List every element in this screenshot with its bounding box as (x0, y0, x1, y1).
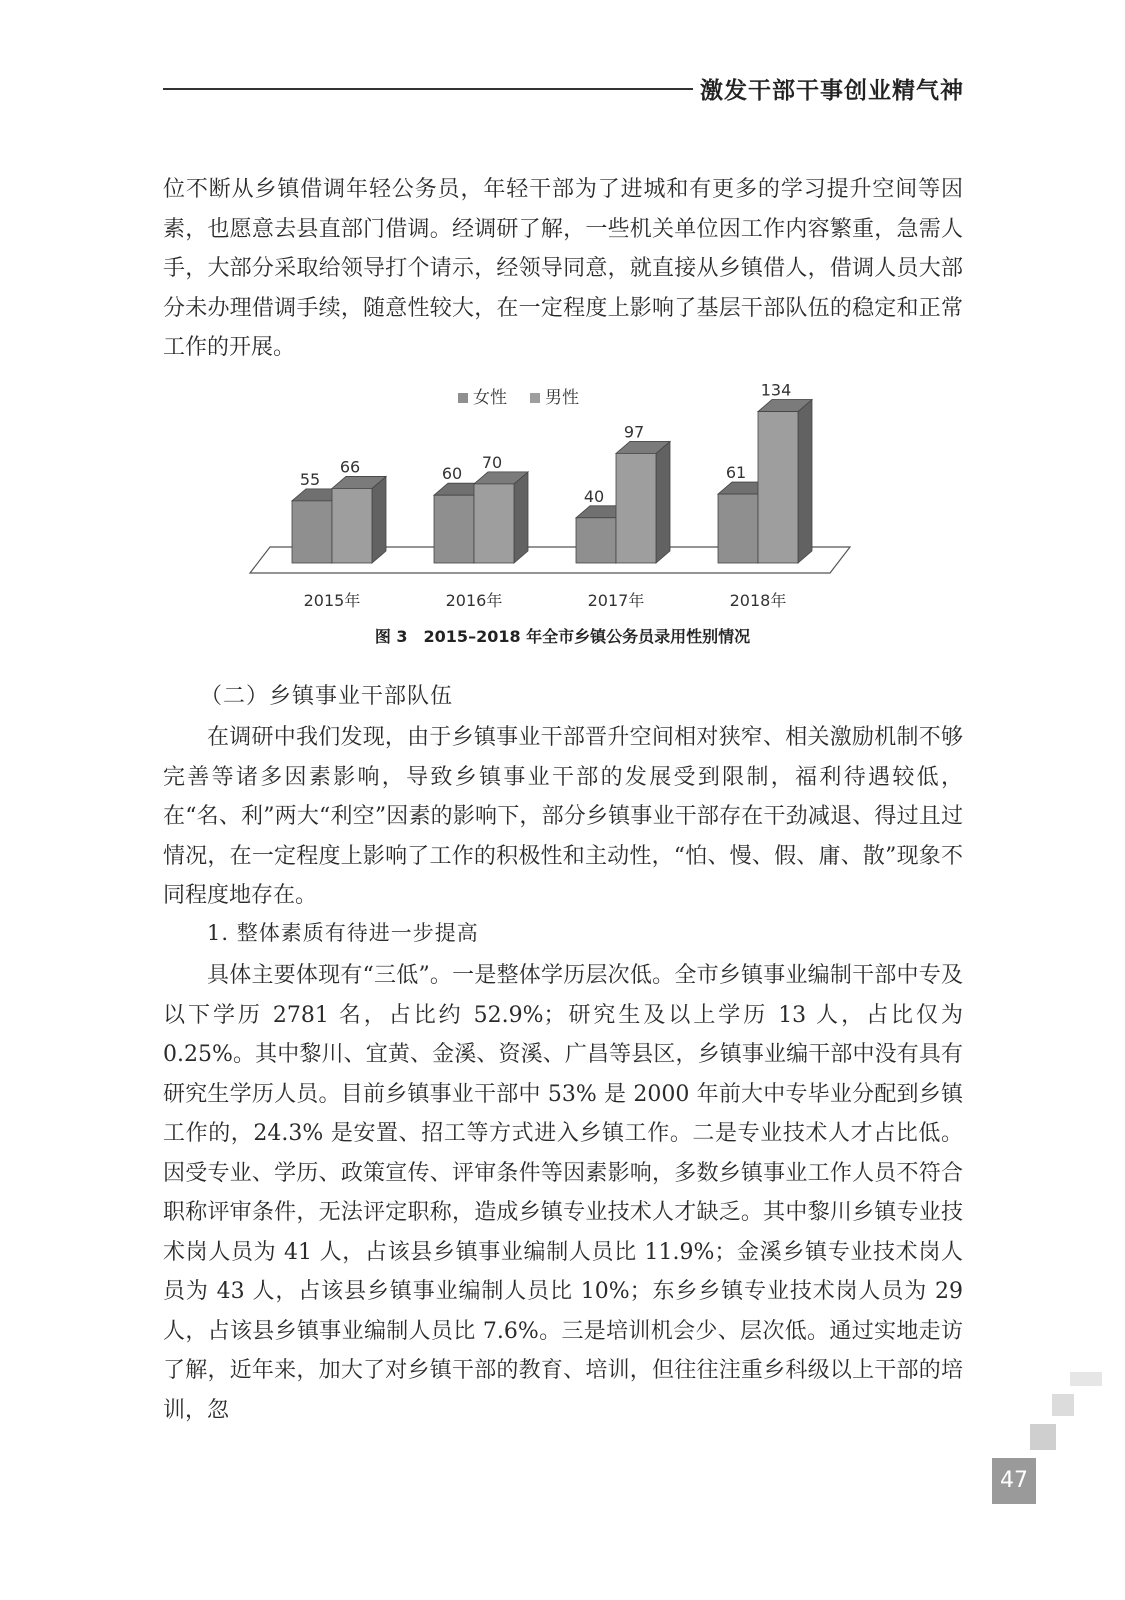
data-label: 97 (623, 422, 645, 442)
bar (616, 453, 656, 563)
bar (576, 518, 616, 563)
x-tick-label: 2017年 (587, 591, 645, 610)
bar (434, 495, 474, 563)
decorative-square (1030, 1424, 1056, 1450)
chart-legend (458, 388, 579, 408)
x-tick-label: 2015年 (303, 591, 361, 610)
bar (292, 501, 332, 563)
bar-chart (240, 380, 860, 630)
chart-x-labels (304, 591, 787, 610)
running-title: 激发干部干事创业精气神 (700, 78, 964, 104)
paragraph-2: 在调研中我们发现，由于乡镇事业干部晋升空间相对狭窄、相关激励机制不够完善等诸多因素影响，导致乡镇事业干部的发展受到限制，福利待遇较低，在“名、利”两大“利空”因素的影响下，部分乡镇事业干部存在干劲减退、得过且过情况，在一定程度上影响了工作的积极性和主动性，“怕、慢、假、庸、散”现象不同程度地存在。 (163, 725, 963, 908)
bar (718, 494, 758, 563)
legend-swatch (458, 393, 468, 403)
x-tick-label: 2016年 (445, 591, 503, 610)
data-label: 70 (481, 452, 503, 472)
paragraph-3: 具体主要体现有“三低”。一是整体学历层次低。全市乡镇事业编制干部中专及以下学历 2781 名，占比约 52.9%；研究生及以上学历 13 人，占比仅为 0.25%。其中黎川、宜黄、金溪、资溪、广昌等县区，乡镇事业编干部中没有具有研究生学历人员。目前乡镇事业干部中 53% 是 2000 年前大中专毕业分配到乡镇工作的，24.3% 是安置、招工等方式进入乡镇工作。二是专业技术人才占比低。因受专业、学历、政策宣传、评审条件等因素影响，多数乡镇事业工作人员不符合职称评审条件，无法评定职称，造成乡镇专业技术人才缺乏。其中黎川乡镇专业技术岗人员为 41 人，占该县乡镇事业编制人员比 11.9%；金溪乡镇专业技术岗人员为 43 人，占该县乡镇事业编制人员比 10%；东乡乡镇专业技术岗人员为 29 人，占该县乡镇事业编制人员比 7.6%。三是培训机会少、层次低。通过实地走访了解，近年来，加大了对乡镇干部的教育、培训，但往往注重乡科级以上干部的培训，忽 (163, 963, 963, 1423)
x-tick-label: 2018年 (729, 591, 787, 610)
data-label: 60 (441, 464, 463, 484)
data-label: 61 (725, 463, 747, 483)
bar-side (372, 476, 386, 563)
bar (474, 484, 514, 563)
section-heading: （二）乡镇事业干部队伍 (200, 684, 454, 709)
header-rule (163, 88, 693, 90)
subheading: 1. 整体素质有待进一步提高 (207, 921, 479, 945)
bar-side (656, 441, 670, 563)
legend-label: 男性 (545, 388, 579, 408)
decorative-square (1052, 1394, 1074, 1416)
paragraph-1: 位不断从乡镇借调年轻公务员，年轻干部为了进城和有更多的学习提升空间等因素，也愿意去县直部门借调。经调研了解，一些机关单位因工作内容繁重，急需人手，大部分采取给领导打个请示，经领导同意，就直接从乡镇借人，借调人员大部分未办理借调手续，随意性较大，在一定程度上影响了基层干部队伍的稳定和正常工作的开展。 (163, 177, 963, 360)
bar-side (798, 400, 812, 563)
decorative-square (1070, 1372, 1102, 1386)
data-label: 66 (339, 457, 361, 477)
bar-side (514, 472, 528, 563)
page-number: 47 (992, 1458, 1036, 1504)
data-label: 134 (760, 380, 792, 400)
data-label: 55 (299, 469, 321, 489)
bar (332, 488, 372, 563)
legend-label: 女性 (473, 388, 507, 408)
bar (758, 412, 798, 563)
data-label: 40 (583, 486, 605, 506)
figure-caption: 图 3 2015–2018 年全市乡镇公务员录用性别情况 (374, 627, 751, 646)
legend-swatch (530, 393, 540, 403)
